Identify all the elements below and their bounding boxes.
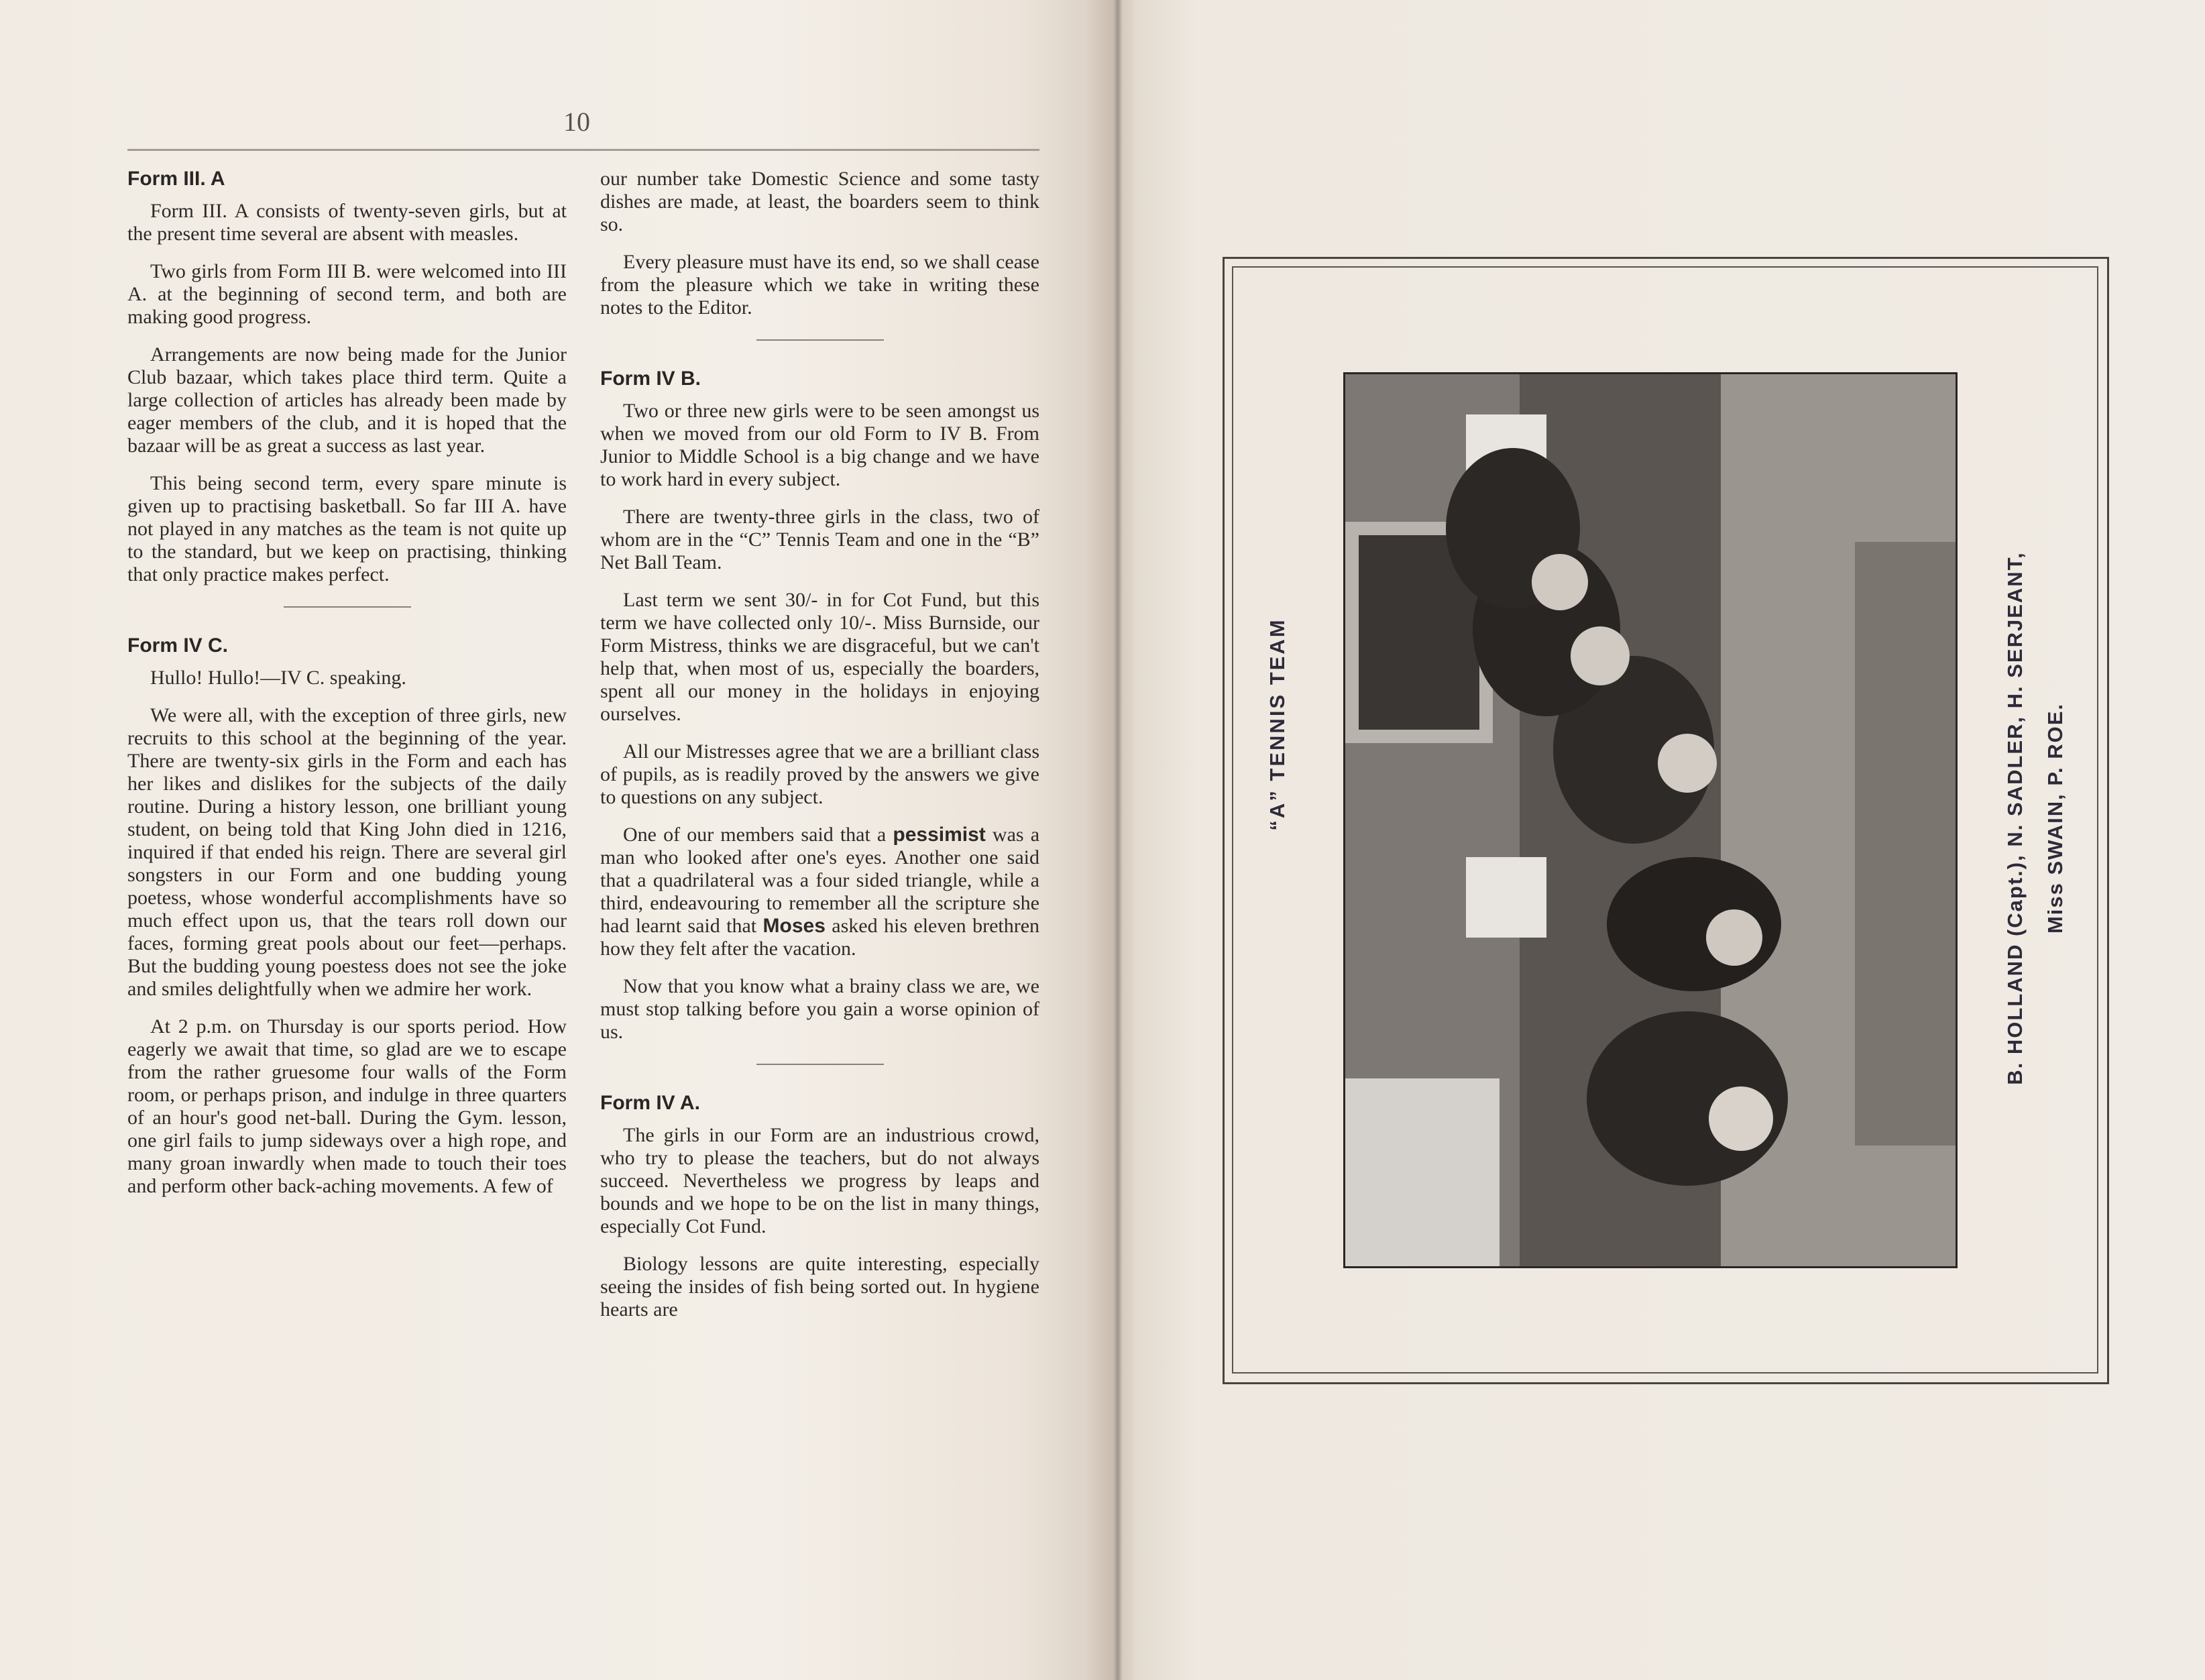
- text-run: asked his eleven brethren how they felt after the vacation.: [600, 915, 1040, 960]
- paragraph: Last term we sent 30/- in for Cot Fund, but this term we have collected only 10/-. Miss Burnside, our Form Mistress, thinks we are disgraceful, but we can't help that, when most of us, especially the boarders, spent all our money in the holidays in enjoying ourselves.: [600, 589, 1039, 725]
- bold-word: Moses: [762, 915, 826, 937]
- paragraph: The girls in our Form are an industrious crowd, who try to please the teachers, but do not always succeed. Nevertheless we progress by leaps and bounds and we hope to be on the list in many things, especially Cot Fund.: [600, 1124, 1039, 1237]
- header-rule: [127, 149, 1039, 151]
- heading-form-iv-b: Form IV B.: [600, 368, 701, 390]
- photo-illustration: [1345, 374, 1956, 1266]
- section-divider: [284, 606, 411, 608]
- heading-form-iv-a: Form IV A.: [600, 1092, 700, 1114]
- team-photograph: [1343, 372, 1958, 1268]
- section-divider: [756, 1064, 884, 1065]
- paragraph: There are twenty-three girls in the class, two of whom are in the “C” Tennis Team and one in the “B” Net Ball Team.: [600, 506, 1039, 573]
- paragraph: Every pleasure must have its end, so we shall cease from the pleasure which we take in writing these notes to the Editor.: [600, 251, 1039, 319]
- paragraph: All our Mistresses agree that we are a brilliant class of pupils, as is readily proved by the answers we give to questions on any subject.: [600, 740, 1039, 808]
- paragraph: Biology lessons are quite interesting, especially seeing the insides of fish being sorted out. In hygiene hearts are: [600, 1253, 1039, 1321]
- paragraph: Now that you know what a brainy class we are, we must stop talking before you gain a worse opinion of us.: [600, 975, 1039, 1043]
- paragraph: We were all, with the exception of three girls, new recruits to this school at the beginning of the year. There are twenty-six girls in the Form and each has her likes and dislikes for the subjects of the daily routine. During a history lesson, one brilliant young student, on being told that King John died in 1216, inquired if that ended his reign. There are several girl songsters in our Form and one budding young poetess, whose wonderful accomplishments have so much effect upon us, that the tears roll down our faces, forming great pools about our feet—perhaps. But the budding young poestess does not see the joke and smiles delightfully when we admire her work.: [127, 704, 567, 1000]
- paragraph: This being second term, every spare minute is given up to practising basketball. So far III A. have not played in any matches as the team is not quite up to the standard, but we keep on practising, thinking that only practice makes perfect.: [127, 472, 567, 585]
- paragraph: Form III. A consists of twenty-seven girls, but at the present time several are absent with measles.: [127, 200, 567, 245]
- paragraph: our number take Domestic Science and some tasty dishes are made, at least, the boarders seem to think so.: [600, 168, 1039, 235]
- paragraph: Hullo! Hullo!—IV C. speaking.: [150, 667, 406, 689]
- section-divider: [756, 339, 884, 341]
- paragraph: Two or three new girls were to be seen amongst us when we moved from our old Form to IV B. From Junior to Middle School is a big change and we have to work hard in every subject.: [600, 400, 1039, 490]
- heading-form-iii-a: Form III. A: [127, 168, 225, 190]
- left-column: [127, 168, 567, 1213]
- photo-title: “A” TENNIS TEAM: [1265, 618, 1289, 831]
- text-run: was a man who looked after one's eyes. Another one said that a quadrilateral was a four sided triangle, while a third, endeavouring to remember all the scripture she had learnt said that: [600, 824, 1040, 937]
- team-names: [1995, 551, 2076, 1085]
- page-number: 10: [563, 107, 590, 137]
- names-line-1: B. HOLLAND (Capt.), N. SADLER, H. SERJEANT,: [2003, 551, 2027, 1085]
- text-run: One of our members said that a: [623, 824, 887, 846]
- paragraph: Arrangements are now being made for the Junior Club bazaar, which takes place third term. Quite a large collection of articles has already been made by eager members of the club, and it is hoped that the bazaar will be as great a success as last year.: [127, 343, 567, 457]
- names-line-2: Miss SWAIN, P. ROE.: [2043, 702, 2067, 934]
- paragraph: Two girls from Form III B. were welcomed into III A. at the beginning of second term, and both are making good progress.: [127, 260, 567, 328]
- right-column: [600, 168, 1039, 1336]
- paragraph: [600, 824, 1039, 960]
- bold-word: pessimist: [893, 824, 986, 846]
- paragraph: At 2 p.m. on Thursday is our sports period. How eagerly we await that time, so glad are we to escape from the rather gruesome four walls of the Form room, or perhaps prison, and indulge in three quarters of an hour's good net-ball. During the Gym. lesson, one girl fails to jump sideways over a high rope, and many groan inwardly when made to touch their toes and perform other back-aching movements. A few of: [127, 1015, 567, 1197]
- heading-form-iv-c: Form IV C.: [127, 634, 229, 657]
